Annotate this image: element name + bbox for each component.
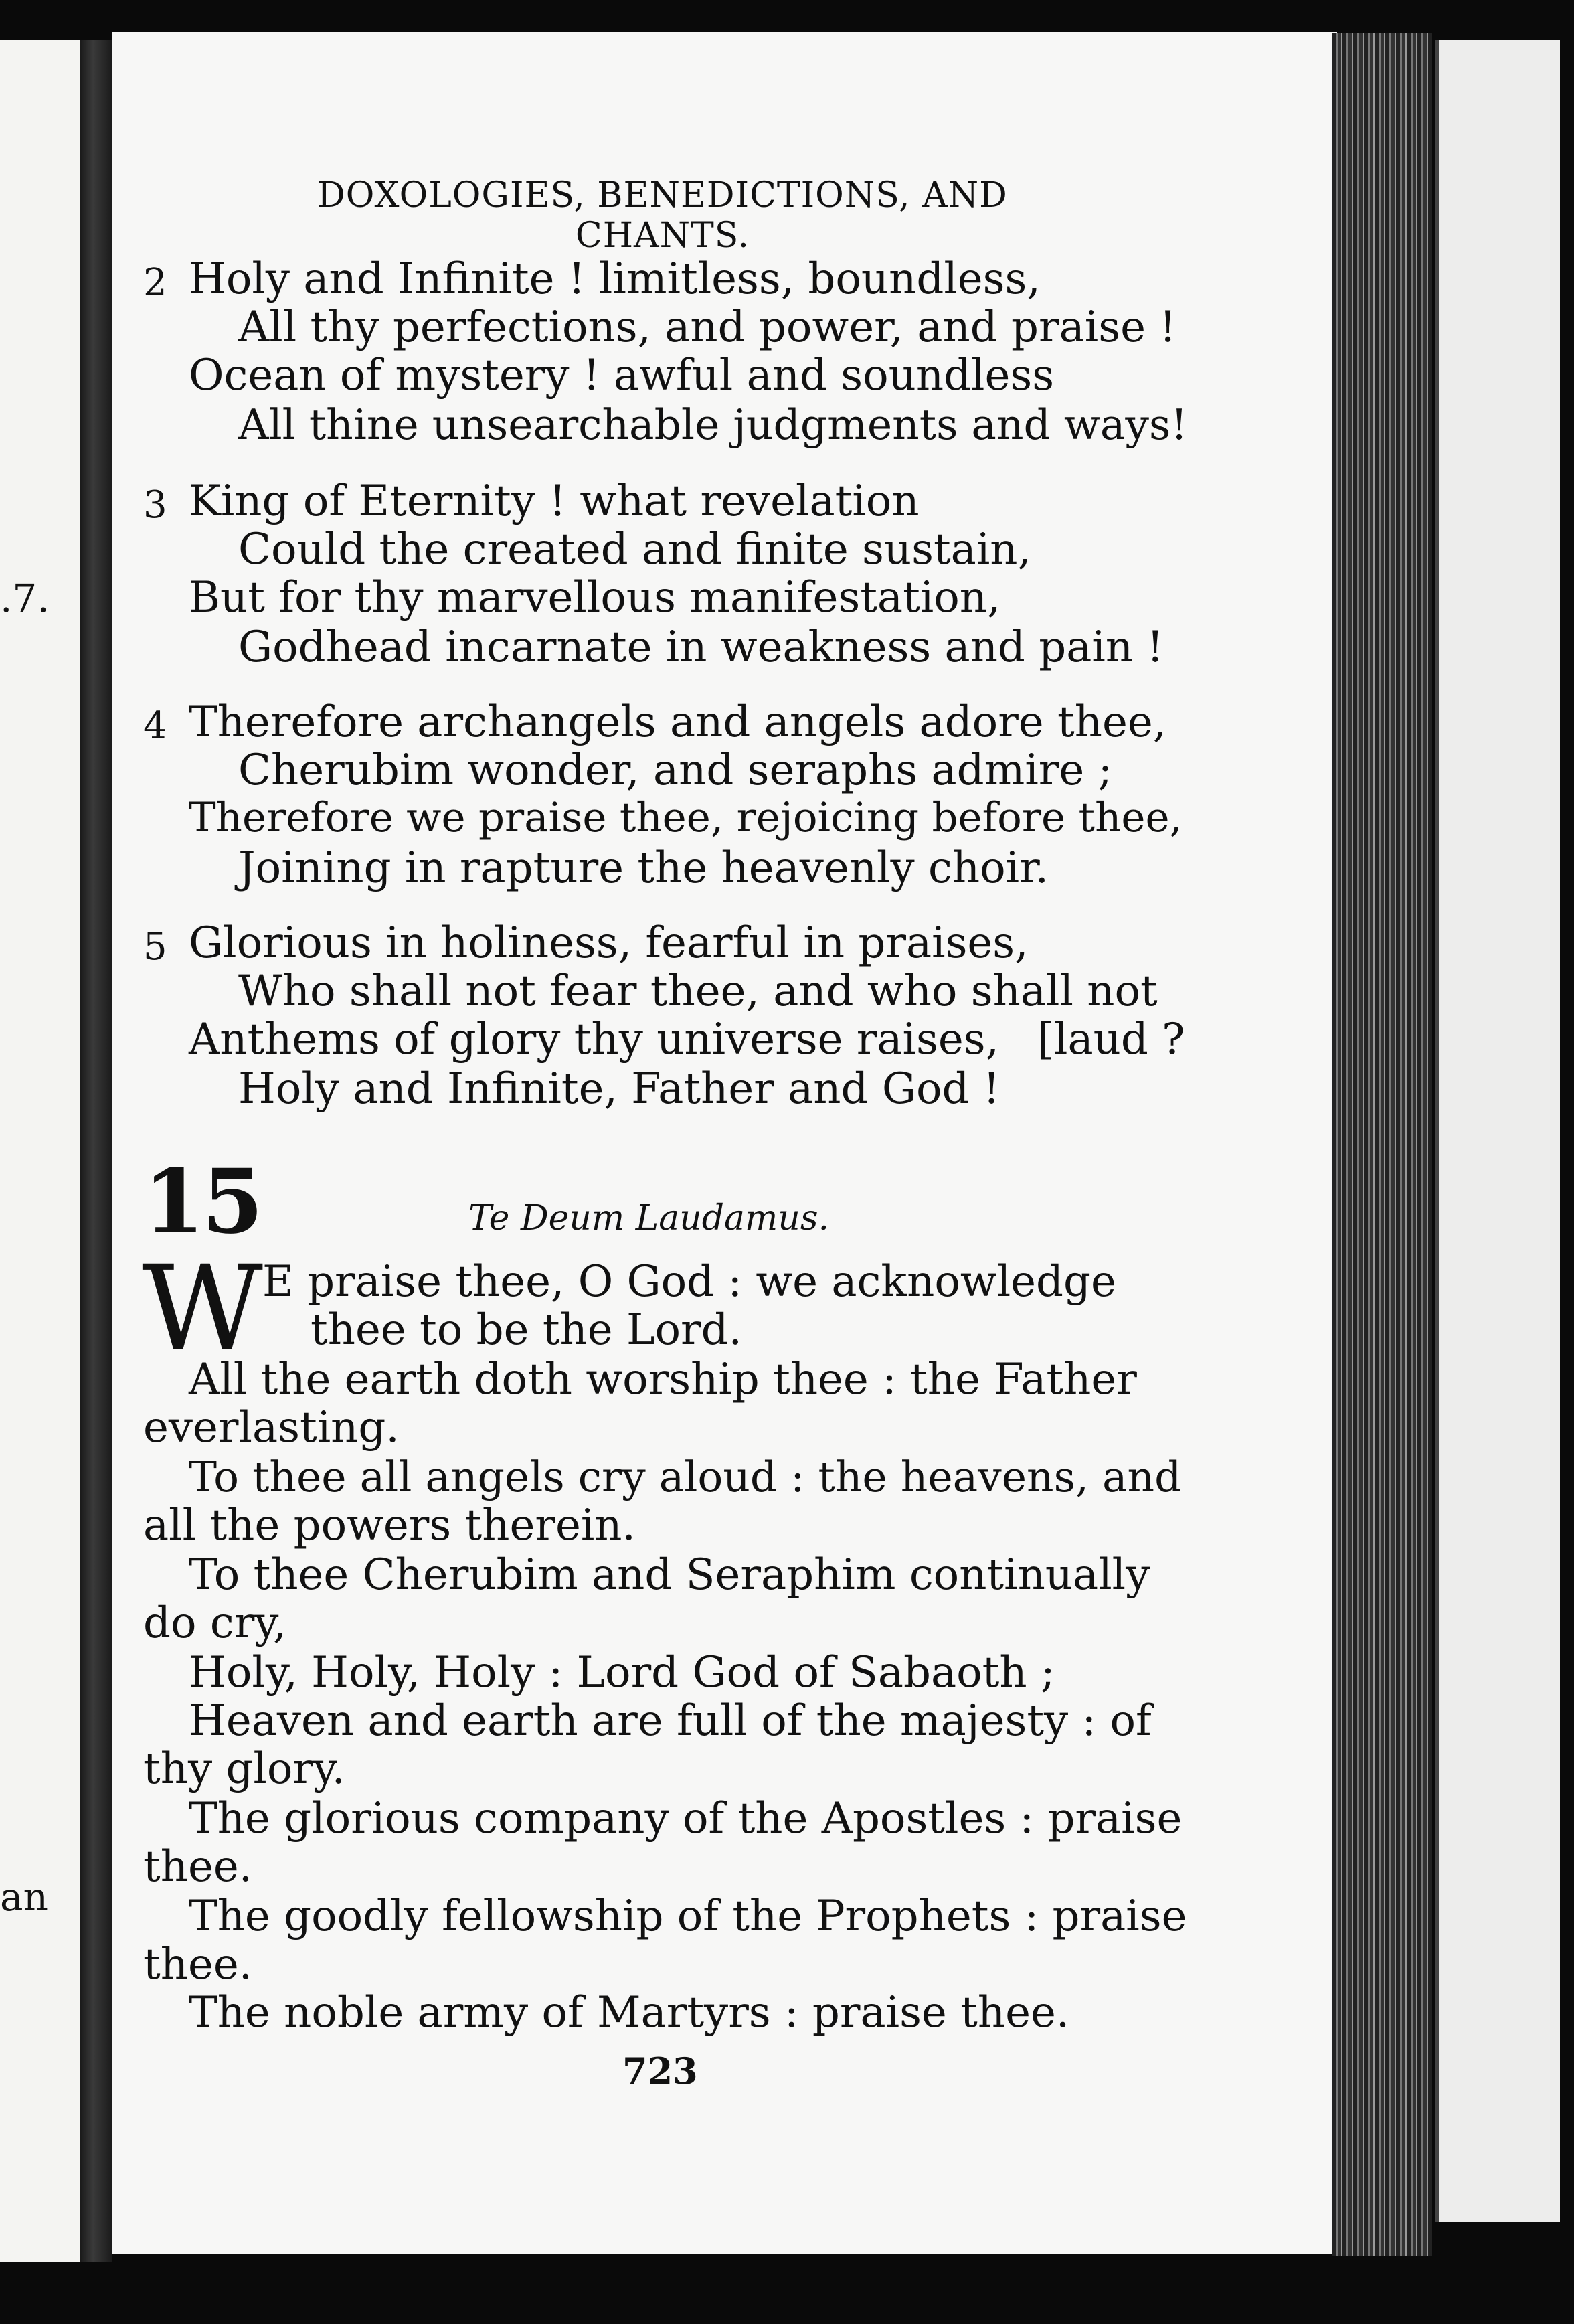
verse-line: Anthems of glory thy universe raises, bbox=[189, 1015, 999, 1064]
page-edges bbox=[1332, 33, 1432, 2256]
book-gutter bbox=[80, 40, 112, 2262]
verse-line: Holy and Infinite ! limitless, boundless, bbox=[189, 254, 1041, 304]
canticle-line: all the powers therein. bbox=[143, 1501, 636, 1550]
drop-cap: W bbox=[142, 1240, 263, 1378]
canticle-line: Heaven and earth are full of the majesty : of bbox=[189, 1696, 1152, 1746]
verse-line: King of Eternity ! what revelation bbox=[189, 477, 920, 526]
stanza-number: 4 bbox=[143, 704, 167, 748]
stanza-number: 5 bbox=[143, 925, 167, 969]
canticle-line: The goodly fellowship of the Prophets : praise bbox=[189, 1892, 1187, 1941]
hymn-number: 15 bbox=[143, 1150, 261, 1254]
verse-line: Godhead incarnate in weakness and pain ! bbox=[238, 622, 1164, 672]
verse-line: Ocean of mystery ! awful and soundless bbox=[189, 351, 1055, 400]
hymn-title: Te Deum Laudamus. bbox=[468, 1198, 830, 1238]
canticle-line: E praise thee, O God : we acknowledge bbox=[262, 1257, 1116, 1307]
verse-line: All thy perfections, and power, and praise ! bbox=[238, 303, 1176, 352]
canticle-line: Holy, Holy, Holy : Lord God of Sabaoth ; bbox=[189, 1648, 1055, 1697]
left-page-fragment: an bbox=[0, 1874, 48, 1920]
canticle-line: thee to be the Lord. bbox=[311, 1305, 742, 1355]
verse-overflow: [laud ? bbox=[1037, 1015, 1185, 1064]
running-header: DOXOLOGIES, BENEDICTIONS, AND CHANTS. bbox=[317, 175, 1008, 256]
page-number: 723 bbox=[622, 2050, 698, 2092]
verse-line: Joining in rapture the heavenly choir. bbox=[238, 843, 1049, 893]
stanza-number: 3 bbox=[143, 483, 167, 527]
canticle-line: The glorious company of the Apostles : praise bbox=[189, 1794, 1183, 1843]
canticle-line: To thee all angels cry aloud : the heavens, and bbox=[189, 1452, 1182, 1501]
left-page-fragment: .7. bbox=[0, 576, 50, 621]
canticle-line: To thee Cherubim and Seraphim continually bbox=[189, 1550, 1150, 1600]
verse-line: Therefore we praise thee, rejoicing before thee, bbox=[189, 794, 1183, 841]
verse-line: All thine unsearchable judgments and ways! bbox=[238, 400, 1188, 449]
canticle-line: All the earth doth worship thee : the Father bbox=[189, 1355, 1137, 1404]
verse-line: Glorious in holiness, fearful in praises, bbox=[189, 918, 1029, 968]
canticle-line: thee. bbox=[143, 1842, 253, 1892]
canticle-line: everlasting. bbox=[143, 1403, 400, 1452]
verse-line: Who shall not fear thee, and who shall not bbox=[238, 967, 1158, 1016]
canticle-line: thee. bbox=[143, 1940, 253, 1989]
canticle-line: thy glory. bbox=[143, 1744, 345, 1794]
right-leaf bbox=[1435, 40, 1560, 2222]
verse-line: Cherubim wonder, and seraphs admire ; bbox=[238, 746, 1113, 795]
left-facing-page bbox=[0, 40, 92, 2262]
canticle-line: do cry, bbox=[143, 1598, 287, 1648]
verse-line: Therefore archangels and angels adore thee, bbox=[189, 697, 1167, 747]
verse-line: Holy and Infinite, Father and God ! bbox=[238, 1064, 1000, 1114]
stanza-number: 2 bbox=[143, 261, 167, 305]
verse-line: Could the created and finite sustain, bbox=[238, 525, 1031, 574]
canticle-line: The noble army of Martyrs : praise thee. bbox=[189, 1988, 1070, 2038]
verse-line: But for thy marvellous manifestation, bbox=[189, 573, 1001, 622]
